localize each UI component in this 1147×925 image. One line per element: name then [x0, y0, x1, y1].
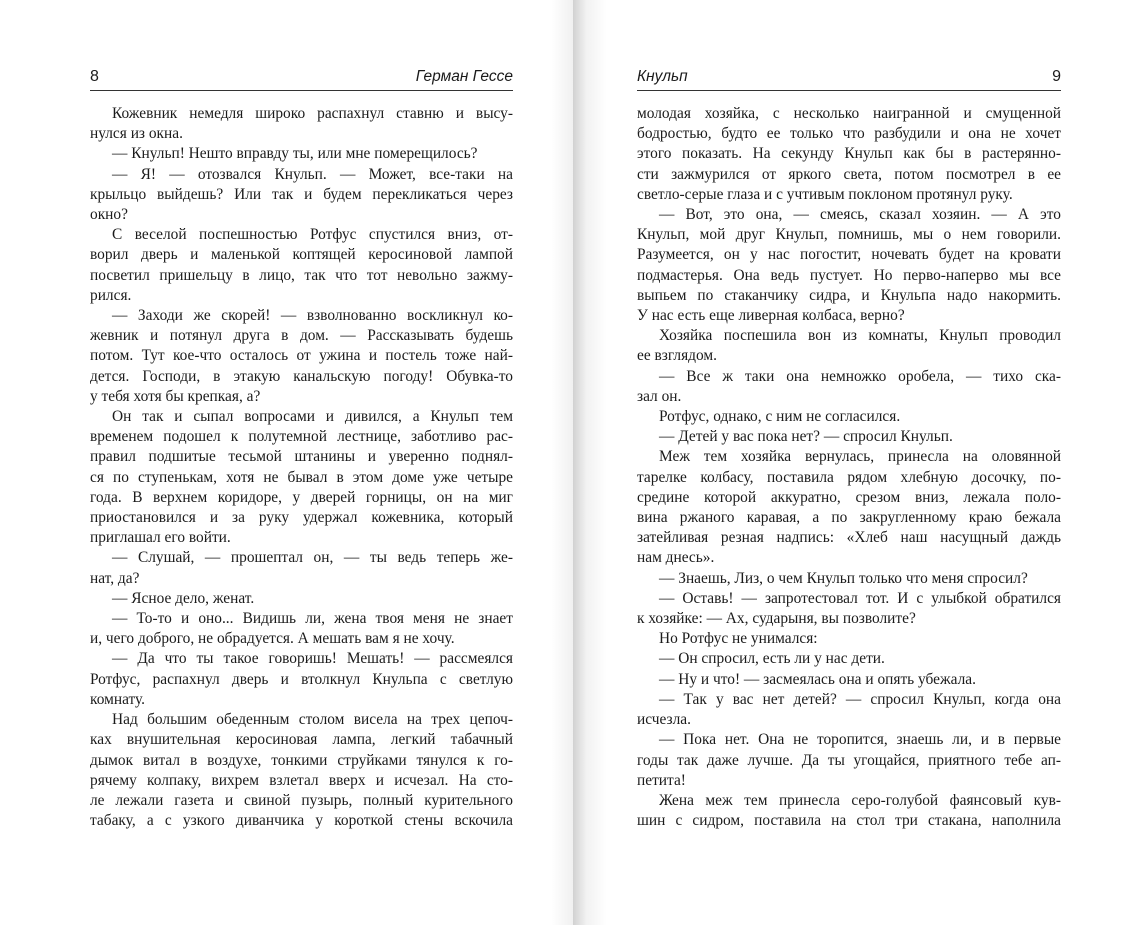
left-page [0, 0, 573, 925]
text-line: Он так и сыпал вопросами и дивился, а Кнульп тем [112, 408, 513, 426]
text-line: рился. [90, 286, 132, 304]
text-line: Разумеется, он у нас погостит, ночевать будет на кровати [637, 246, 1061, 264]
text-line: этого показать. На секунду Кнульп как бы в растерянно- [637, 145, 1061, 163]
text-line: Над большим обеденным столом висела на трех цепоч- [112, 711, 513, 729]
text-line: Ротфус, распахнул дверь и втолкнул Кнульпа с светлую [90, 670, 513, 688]
right-page [573, 0, 1147, 925]
text-line: — Знаешь, Лиз, о чем Кнульп только что меня спросил? [659, 569, 1028, 587]
text-line: — Все ж таки она немножко оробела, — тихо ска- [659, 367, 1061, 385]
left-page-header [90, 66, 513, 91]
text-line: дется. Господи, в этакую канальскую погоду! Обувка-то [90, 367, 513, 385]
text-line: приостановился и за руку удержал кожевника, который [90, 509, 513, 527]
text-line: Меж тем хозяйка вернулась, принесла на оловянной [659, 448, 1061, 466]
text-line: светло-серые глаза и с учтивым поклоном протянул руку. [637, 185, 1013, 203]
text-line: крыльцо выйдешь? Или так и будем перекликаться через [90, 185, 513, 203]
left-page-number: 8 [90, 68, 99, 85]
text-line: Кожевник немедля широко распахнул ставню и высу- [112, 105, 513, 122]
text-line: затейливая резная надпись: «Хлеб наш насущный даждь [637, 529, 1061, 547]
text-line: — Да что ты такое говоришь! Мешать! — рассмеялся [112, 650, 513, 668]
left-running-head: Герман Гессе [415, 68, 513, 85]
text-line: С веселой поспешностью Ротфус спустился вниз, от- [112, 226, 513, 244]
text-line: ворил дверь и маленькой коптящей керосиновой лампой [90, 246, 513, 264]
text-line: Кнульп, мой друг Кнульп, помнишь, мы о нем говорили. [637, 226, 1061, 244]
right-running-head: Кнульп [637, 68, 688, 85]
text-line: — Пока нет. Она не торопится, знаешь ли, и в первые [659, 731, 1061, 749]
text-line: Но Ротфус не унимался: [659, 630, 818, 648]
text-line: окно? [90, 206, 128, 224]
right-page-number: 9 [1052, 68, 1061, 85]
text-line: — То-то и оно... Видишь ли, жена твоя меня не знает [112, 610, 513, 628]
text-line: — Ну и что! — засмеялась она и опять убежала. [659, 670, 976, 688]
text-line: нат, да? [90, 569, 140, 587]
text-line: — Я! — отозвался Кнульп. — Может, все-таки на [112, 165, 513, 183]
right-page-header [637, 66, 1061, 91]
text-line: у тебя хотя бы крепкая, а? [90, 387, 261, 405]
right-page-text [637, 104, 1061, 831]
text-line: У нас есть еще ливерная колбаса, верно? [637, 307, 905, 325]
text-line: нулся из окна. [90, 125, 183, 143]
text-line: года. В верхнем коридоре, у дверей горницы, он на миг [90, 488, 513, 506]
text-line: приглашал его войти. [90, 529, 231, 547]
text-line: ся по ступенькам, хотя не бывал в этом доме уже четыре [90, 468, 513, 486]
text-line: нам днесь». [637, 549, 715, 567]
text-line: бодростью, будто ее только что разбудили и она не хочет [637, 125, 1061, 143]
text-line: шин с сидром, поставила на стол три стакана, наполнила [637, 812, 1061, 830]
text-line: вина ржаного каравая, а по закругленному краю бежала [637, 509, 1061, 527]
text-line: молодая хозяйка, с несколько наигранной и смущенной [637, 105, 1061, 122]
text-line: Жена меж тем принесла серо-голубой фаянсовый кув- [659, 791, 1061, 809]
text-line: петита! [637, 771, 686, 789]
text-line: — Детей у вас пока нет? — спросил Кнульп. [659, 428, 953, 446]
text-line: правил подшитые тесьмой штанины и уверенно поднял- [90, 448, 513, 466]
left-gutter-shadow [551, 0, 573, 925]
left-page-text [90, 104, 513, 831]
right-gutter-shadow [573, 0, 607, 925]
text-line: — Заходи же скорей! — взволнованно воскликнул ко- [112, 307, 513, 325]
text-line: — Ясное дело, женат. [112, 589, 255, 607]
text-line: — Слушай, — прошептал он, — ты ведь теперь же- [112, 549, 513, 567]
text-line: потом. Тут кое-что осталось от ужина и постель тоже най- [90, 347, 513, 365]
text-line: средине которой аккуратно, срезом вниз, лежала поло- [637, 488, 1061, 506]
text-line: и, чего доброго, не обрадуется. А мешать вам я не хочу. [90, 630, 455, 648]
text-line: к хозяйке: — Ах, сударыня, вы позволите? [637, 610, 916, 628]
text-line: — Оставь! — запротестовал тот. И с улыбкой обратился [659, 589, 1061, 607]
text-line: — Кнульп! Нешто вправду ты, или мне померещилось? [112, 145, 478, 163]
text-line: зал он. [637, 387, 682, 405]
text-line: ках внушительная керосиновая лампа, легкий табачный [90, 731, 513, 749]
text-line: выпьем по стаканчику сидра, и Кнульпа надо накормить. [637, 286, 1061, 304]
text-line: сти зажмурился от яркого света, потом посмотрел в ее [637, 165, 1061, 183]
text-line: тарелке колбасу, поставила рядом хлебную досочку, по- [637, 468, 1061, 486]
text-line: — Он спросил, есть ли у нас дети. [659, 650, 885, 668]
text-line: жевник и потянул друга в дом. — Рассказывать будешь [90, 327, 513, 345]
text-line: — Так у вас нет детей? — спросил Кнульп, когда она [659, 690, 1061, 708]
text-line: комнату. [90, 690, 146, 708]
text-line: временем подошел к полутемной лестнице, заботливо рас- [90, 428, 513, 446]
text-line: ле лежали газета и свиной пузырь, полный курительного [90, 791, 513, 809]
text-line: рячему колпаку, вихрем взлетал вверх и исчезал. На сто- [90, 771, 513, 789]
text-line: дымок витал в воздухе, тонкими струйками тянулся к го- [90, 751, 513, 769]
text-line: — Вот, это она, — смеясь, сказал хозяин. — А это [659, 206, 1061, 224]
text-line: Ротфус, однако, с ним не согласился. [659, 408, 901, 426]
text-line: посветил пришельцу в лицо, так что тот невольно зажму- [90, 266, 513, 284]
text-line: исчезла. [637, 711, 691, 729]
text-line: табаку, а с узкого диванчика у короткой стены вскочила [90, 812, 513, 830]
text-line: ее взглядом. [637, 347, 717, 365]
text-line: подмастерья. Она ведь пустует. Но перво-наперво мы все [637, 266, 1061, 284]
text-line: Хозяйка поспешила вон из комнаты, Кнульп проводил [659, 327, 1061, 345]
text-line: годы так даже лучше. Да ты угощайся, приятного тебе ап- [637, 751, 1061, 769]
